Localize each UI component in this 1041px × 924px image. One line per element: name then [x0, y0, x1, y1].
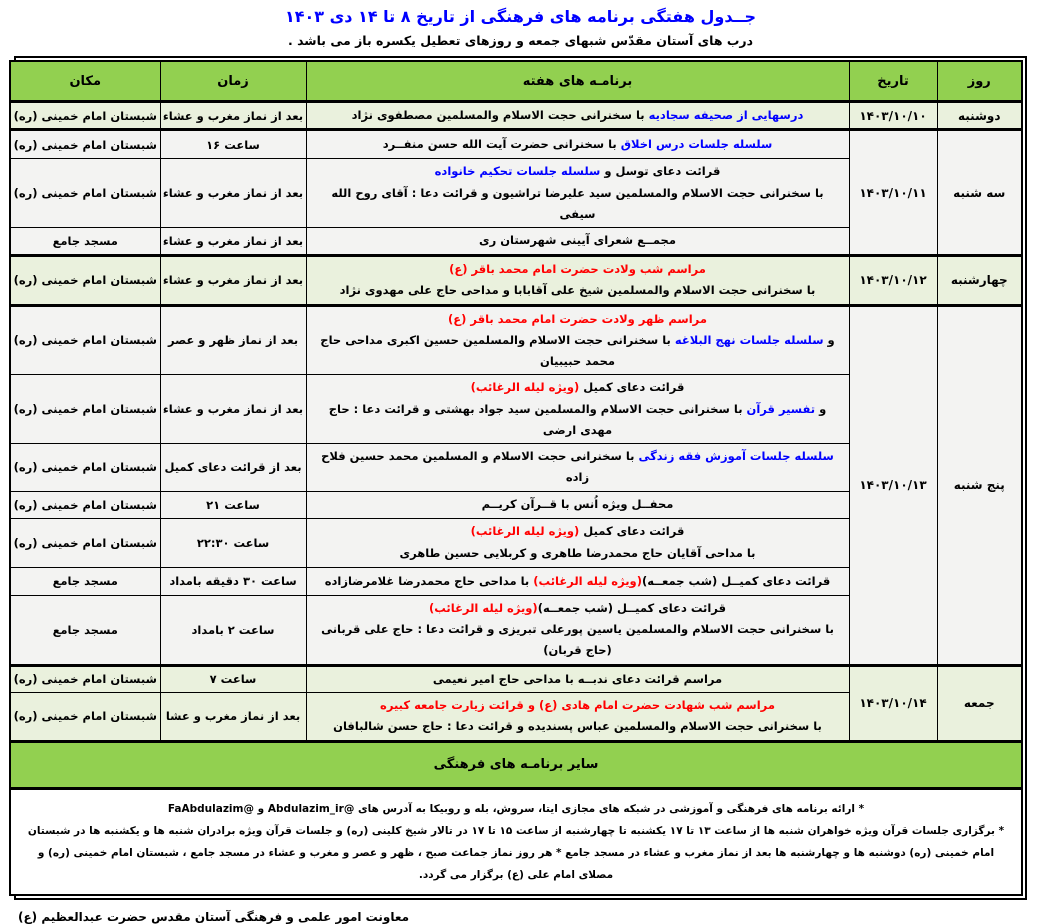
notes-cell [10, 788, 1022, 895]
loc-cell: مسجد جامع [10, 228, 160, 256]
day-cell: چهارشنبه [937, 256, 1022, 306]
loc-cell: شبستان امام خمینی (ره) [10, 665, 160, 692]
time-cell: ساعت ۲۲:۳۰ [160, 518, 306, 567]
date-cell: ۱۴۰۳/۱۰/۱۲ [849, 256, 937, 306]
schedule-row [10, 665, 1022, 692]
loc-cell: شبستان امام خمینی (ره) [10, 518, 160, 567]
header-row [10, 61, 1022, 102]
time-cell: ساعت ۳۰ دقیقه بامداد [160, 567, 306, 595]
page-title: جــدول هفتگی برنامه های فرهنگی از تاریخ ۸ تا ۱۴ دی ۱۴۰۳ [284, 7, 757, 26]
col-header-programs: برنامـه های هفته [306, 61, 849, 102]
program-cell: مراسم شب شهادت حضرت امام هادی (ع) و قرائت زیارت جامعه کبیره با سخنرانی حجت الاسلام والمسلمین عباس پسندیده و قرائت دعا : حاج حسن شالبافان [306, 692, 849, 741]
notes-row [10, 788, 1022, 895]
loc-cell: مسجد جامع [10, 595, 160, 665]
time-cell: ساعت ۱۶ [160, 130, 306, 159]
day-cell: سه شنبه [937, 130, 1022, 256]
program-cell: قرائت دعای توسل و سلسله جلسات تحکیم خانواده با سخنرانی حجت الاسلام والمسلمین سید علیرضا تراشیون و قرائت دعا : آقای روح الله سیفی [306, 159, 849, 228]
date-cell: ۱۴۰۳/۱۰/۱۰ [849, 102, 937, 130]
day-cell: جمعه [937, 665, 1022, 741]
day-cell: پنج شنبه [937, 305, 1022, 665]
program-cell: سلسله جلسات درس اخلاق با سخنرانی حضرت آیت الله حسن منفــرد [306, 130, 849, 159]
schedule-row [10, 130, 1022, 159]
program-cell: قرائت دعای کمیــل (شب جمعــه)(ویژه لیله الرغائب) با مداحی حاج محمدرضا غلامرضازاده [306, 567, 849, 595]
loc-cell: شبستان امام خمینی (ره) [10, 692, 160, 741]
signature: معاونت امور علمی و فرهنگی آستان مقدس حضرت عبدالعظیم (ع) [18, 909, 410, 924]
col-header-location: مکان [10, 61, 160, 102]
loc-cell: شبستان امام خمینی (ره) [10, 159, 160, 228]
time-cell: بعد از قرائت دعای کمیل [160, 444, 306, 492]
schedule-table [9, 60, 1023, 896]
program-cell: قرائت دعای کمیل (ویژه لیله الرغائب) و تفسیر قرآن با سخنرانی حجت الاسلام والمسلمین سید جواد بهشتی و قرائت دعا : حاج مهدی ارضی [306, 375, 849, 444]
loc-cell: شبستان امام خمینی (ره) [10, 256, 160, 306]
schedule-row [10, 102, 1022, 130]
schedule-row [10, 305, 1022, 375]
other-programs-banner-row [10, 741, 1022, 788]
note-quran-sessions: * برگزاری جلسات قرآن ویژه خواهران شنبه ها از ساعت ۱۳ تا ۱۷ یکشنبه تا چهارشنبه از ساعت ۱۵ تا ۱۷ در تالار شیخ کلینی (ره) و جلسات قرآن ویژه برادران شنبه ها و یکشنبه ها در شبستان امام خمینی (ره) دوشنبه ها و چهارشنبه ها بعد از نماز مغرب و عشاء در مسجد جامع * هر روز نماز جماعت صبح ، ظهر و عصر و مغرب و عشاء در مسجد جامع ، شبستان امام خمینی (ره) و مصلای امام علی (ع) برگزار می گردد. [27, 824, 1005, 881]
time-cell: ساعت ۲ بامداد [160, 595, 306, 665]
col-header-time: زمان [160, 61, 306, 102]
time-cell: بعد از نماز ظهر و عصر [160, 305, 306, 375]
time-cell: ساعت ۲۱ [160, 491, 306, 518]
schedule-row [10, 256, 1022, 306]
program-cell: مراسم ظهر ولادت حضرت امام محمد باقر (ع) و سلسله جلسات نهج البلاغه با سخنرانی حجت الاسلام والمسلمین حسین اکبری مداحی حاج محمد حبیبیان [306, 305, 849, 375]
program-cell: مجمــع شعرای آیینی شهرستان ری [306, 228, 849, 256]
program-cell: قرائت دعای کمیل (ویژه لیله الرغائب) با مداحی آقایان حاج محمدرضا طاهری و کربلایی حسین طاهری [306, 518, 849, 567]
note-social-channels: * ارائه برنامه های فرهنگی و آموزشی در شبکه های مجازی ایتا، سروش، بله و روبیکا به آدرس های @Abdulazim_ir و @FaAbdulazim [167, 802, 865, 815]
program-cell: درسهایی از صحیفه سجادیه با سخنرانی حجت الاسلام والمسلمین مصطفوی نژاد [306, 102, 849, 130]
other-programs-banner: سایر برنامـه های فرهنگی [10, 741, 1022, 788]
time-cell: بعد از نماز مغرب و عشاء [160, 256, 306, 306]
date-cell: ۱۴۰۳/۱۰/۱۱ [849, 130, 937, 256]
loc-cell: مسجد جامع [10, 567, 160, 595]
loc-cell: شبستان امام خمینی (ره) [10, 102, 160, 130]
program-cell: قرائت دعای کمیــل (شب جمعــه)(ویژه لیله الرغائب) با سخنرانی حجت الاسلام والمسلمین یاسین پورعلی تبریزی و قرائت دعا : حاج علی قربانی (حاج قربان) [306, 595, 849, 665]
loc-cell: شبستان امام خمینی (ره) [10, 491, 160, 518]
program-cell: سلسله جلسات آموزش فقه زندگی با سخنرانی حجت الاسلام و المسلمین محمد حسین فلاح زاده [306, 444, 849, 492]
col-header-day: روز [937, 61, 1022, 102]
time-cell: بعد از نماز مغرب و عشاء [160, 228, 306, 256]
page-subtitle: درب های آستان مقدّس شبهای جمعه و روزهای تعطیل یکسره باز می باشد . [287, 33, 754, 48]
col-header-date: تاریخ [849, 61, 937, 102]
day-cell: دوشنبه [937, 102, 1022, 130]
loc-cell: شبستان امام خمینی (ره) [10, 444, 160, 492]
time-cell: بعد از نماز مغرب و عشاء [160, 102, 306, 130]
schedule-body [10, 102, 1022, 742]
program-cell: مراسم شب ولادت حضرت امام محمد باقر (ع) با سخنرانی حجت الاسلام والمسلمین شیخ علی آقابابا و مداحی حاج علی مهدوی نژاد [306, 256, 849, 306]
time-cell: بعد از نماز مغرب و عشا [160, 692, 306, 741]
schedule-table-frame [14, 56, 1027, 900]
loc-cell: شبستان امام خمینی (ره) [10, 130, 160, 159]
time-cell: ساعت ۷ [160, 665, 306, 692]
time-cell: بعد از نماز مغرب و عشاء [160, 375, 306, 444]
time-cell: بعد از نماز مغرب و عشاء [160, 159, 306, 228]
loc-cell: شبستان امام خمینی (ره) [10, 375, 160, 444]
date-cell: ۱۴۰۳/۱۰/۱۳ [849, 305, 937, 665]
date-cell: ۱۴۰۳/۱۰/۱۴ [849, 665, 937, 741]
loc-cell: شبستان امام خمینی (ره) [10, 305, 160, 375]
program-cell: محفــل ویژه اُنس با قــرآن کریــم [306, 491, 849, 518]
program-cell: مراسم قرائت دعای ندبــه با مداحی حاج امیر نعیمی [306, 665, 849, 692]
